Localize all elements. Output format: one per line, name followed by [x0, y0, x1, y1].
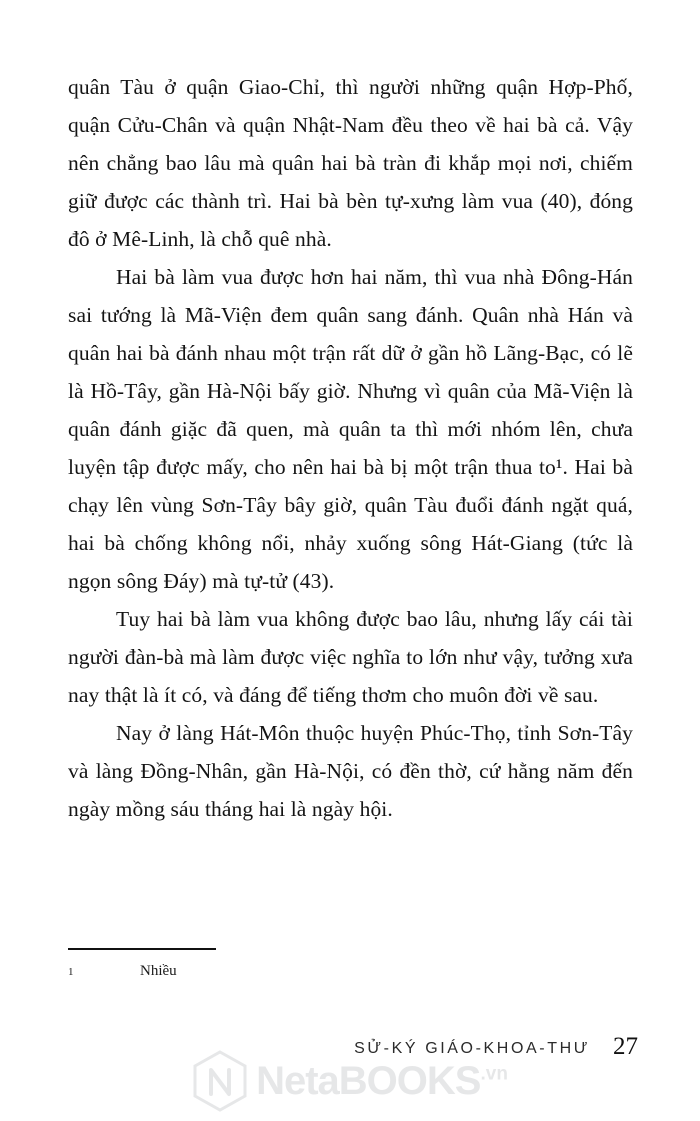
footnote-marker: 1: [68, 966, 74, 978]
page-footer: [0, 1032, 700, 1072]
paragraph-2: Hai bà làm vua được hơn hai năm, thì vua nhà Đông-Hán sai tướng là Mã-Viện đem quân sang đánh. Quân nhà Hán và quân hai bà đánh nhau một trận rất dữ ở gần hồ Lãng-Bạc, có lẽ là Hồ-Tây, gần Hà-Nội bấy giờ. Nhưng vì quân của Mã-Viện là quân đánh giặc đã quen, mà quân ta thì mới nhóm lên, chưa luyện tập được mấy, cho nên hai bà bị một trận thua to¹. Hai bà chạy lên vùng Sơn-Tây bây giờ, quân Tàu đuổi đánh ngặt quá, hai bà chống không nổi, nhảy xuống sông Hát-Giang (tức là ngọn sông Đáy) mà tự-tử (43).: [68, 265, 633, 593]
footnote-text: Nhiều: [140, 963, 177, 979]
paragraph-4: Nay ở làng Hát-Môn thuộc huyện Phúc-Thọ, tỉnh Sơn-Tây và làng Đồng-Nhân, gần Hà-Nội, có đền thờ, cứ hằng năm đến ngày mồng sáu tháng hai là ngày hội.: [68, 721, 633, 821]
page-number: 27: [613, 1033, 638, 1060]
footnote-entry: [68, 964, 633, 979]
footnote-block: [68, 948, 633, 979]
body-text-column: [68, 68, 633, 828]
watermark-suffix: .vn: [480, 1063, 508, 1085]
running-title: SỬ-KÝ GIÁO-KHOA-THƯ: [354, 1040, 590, 1057]
footnote-divider: [68, 948, 216, 950]
paragraph-3: Tuy hai bà làm vua không được bao lâu, nhưng lấy cái tài người đàn-bà mà làm được việc nghĩa to lớn như vậy, tưởng xưa nay thật là ít có, và đáng để tiếng thơm cho muôn đời về sau.: [68, 607, 633, 707]
paragraph-1: quân Tàu ở quận Giao-Chỉ, thì người những quận Hợp-Phố, quận Cửu-Chân và quận Nhật-Nam đều theo về hai bà cả. Vậy nên chẳng bao lâu mà quân hai bà tràn đi khắp mọi nơi, chiếm giữ được các thành trì. Hai bà bèn tự-xưng làm vua (40), đóng đô ở Mê-Linh, là chỗ quê nhà.: [68, 75, 633, 251]
watermark-brand: NetaBOOKS: [256, 1058, 481, 1103]
